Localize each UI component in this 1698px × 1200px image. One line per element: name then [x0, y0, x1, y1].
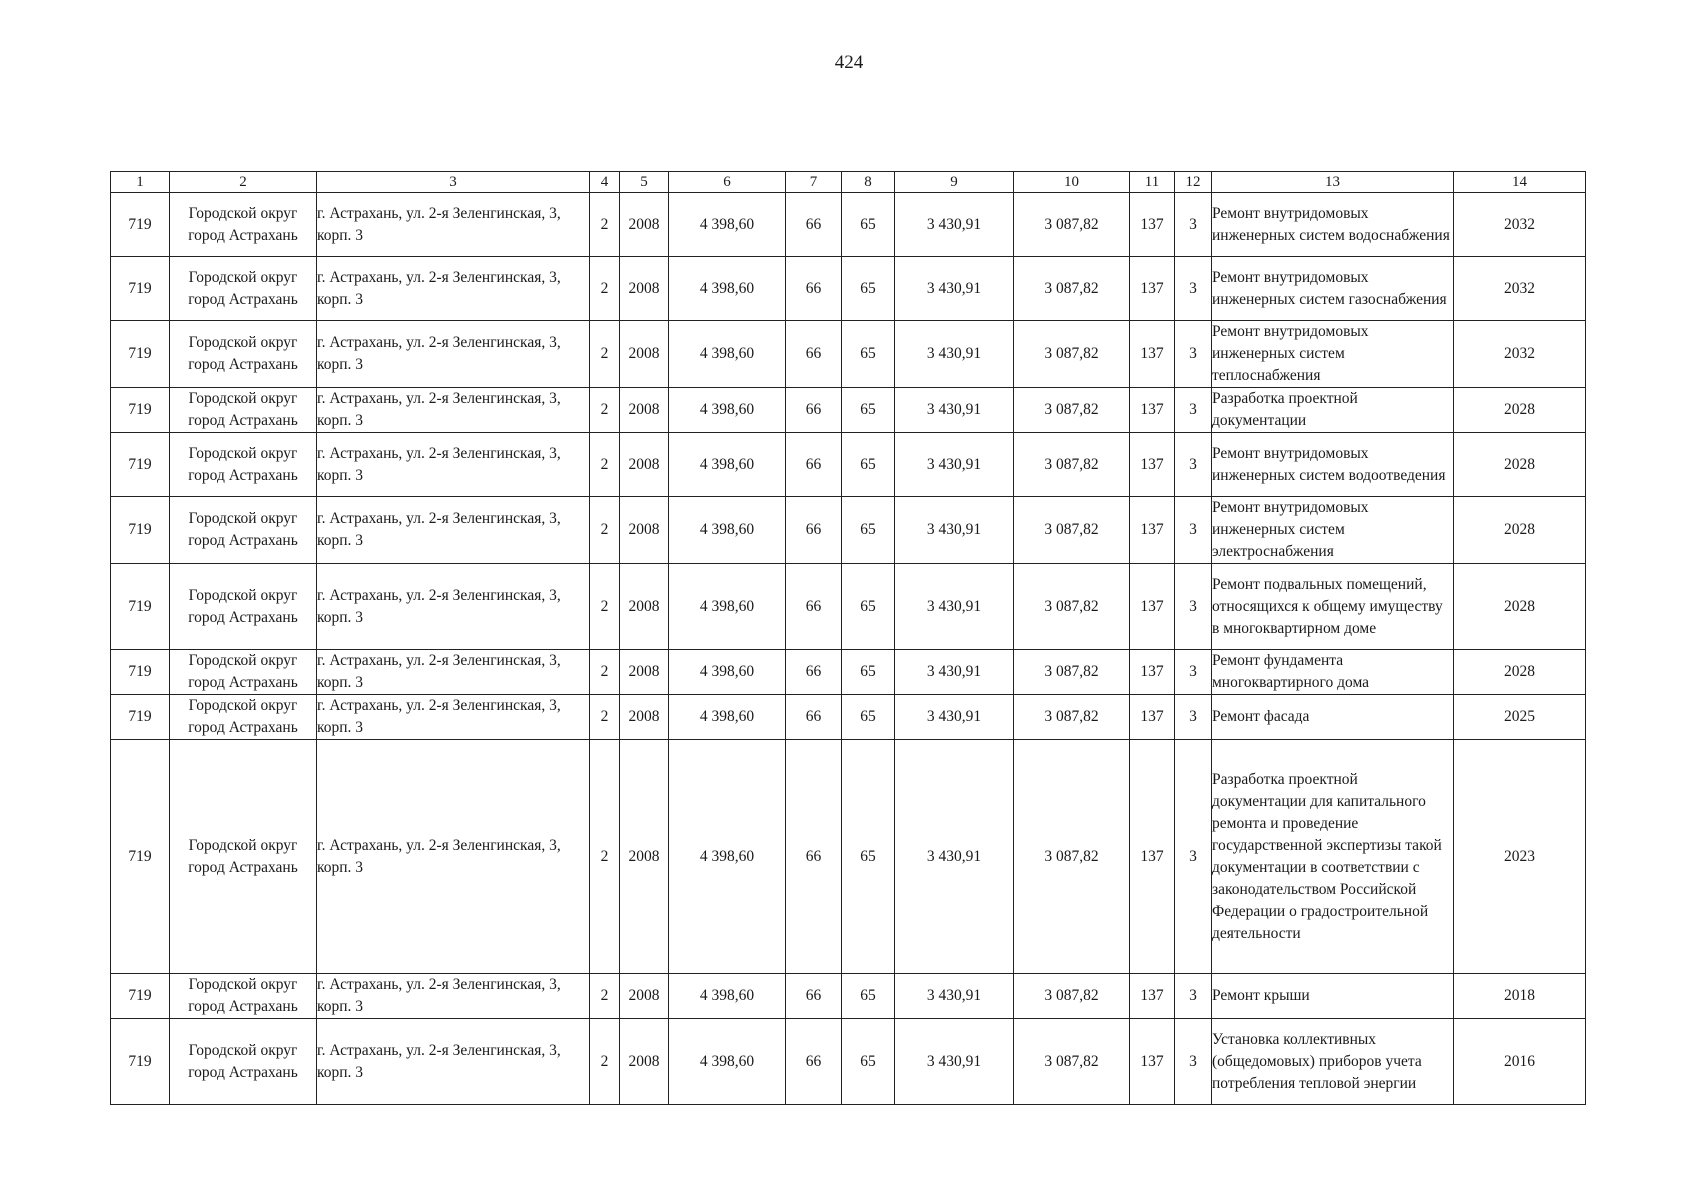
- cell-address: г. Астрахань, ул. 2-я Зеленгинская, 3, корп. 3: [317, 1019, 590, 1105]
- cell-col-8-value: 65: [842, 695, 895, 740]
- cell-municipality: Городской округ город Астрахань: [170, 695, 317, 740]
- cell-col-12-value: 3: [1175, 564, 1212, 650]
- cell-col-10-area: 3 087,82: [1014, 388, 1130, 433]
- cell-planned-year: 2028: [1454, 388, 1586, 433]
- cell-year-built: 2008: [620, 321, 669, 388]
- cell-work-type: Ремонт подвальных помещений, относящихся к общему имуществу в многоквартирном доме: [1212, 564, 1454, 650]
- cell-year-built: 2008: [620, 695, 669, 740]
- header-cell-11: 11: [1130, 172, 1175, 193]
- cell-row-number: 719: [111, 695, 170, 740]
- cell-floors: 2: [590, 388, 620, 433]
- cell-row-number: 719: [111, 388, 170, 433]
- cell-total-area: 4 398,60: [669, 650, 786, 695]
- table-row: [111, 1019, 1586, 1105]
- cell-year-built: 2008: [620, 650, 669, 695]
- cell-total-area: 4 398,60: [669, 1019, 786, 1105]
- cell-planned-year: 2028: [1454, 650, 1586, 695]
- cell-col-10-area: 3 087,82: [1014, 695, 1130, 740]
- cell-work-type: Разработка проектной документации для капитального ремонта и проведение государственной экспертизы такой документации в соответствии с законодательством Российской Федерации о градостроительной деятельности: [1212, 740, 1454, 974]
- header-cell-12: 12: [1175, 172, 1212, 193]
- cell-floors: 2: [590, 257, 620, 321]
- cell-col-7-value: 66: [786, 974, 842, 1019]
- cell-planned-year: 2032: [1454, 257, 1586, 321]
- cell-total-area: 4 398,60: [669, 388, 786, 433]
- cell-col-10-area: 3 087,82: [1014, 650, 1130, 695]
- cell-col-7-value: 66: [786, 695, 842, 740]
- cell-address: г. Астрахань, ул. 2-я Зеленгинская, 3, корп. 3: [317, 257, 590, 321]
- cell-residents: 137: [1130, 650, 1175, 695]
- cell-col-10-area: 3 087,82: [1014, 1019, 1130, 1105]
- cell-col-7-value: 66: [786, 497, 842, 564]
- cell-floors: 2: [590, 740, 620, 974]
- cell-address: г. Астрахань, ул. 2-я Зеленгинская, 3, корп. 3: [317, 740, 590, 974]
- cell-planned-year: 2025: [1454, 695, 1586, 740]
- cell-col-10-area: 3 087,82: [1014, 974, 1130, 1019]
- cell-year-built: 2008: [620, 1019, 669, 1105]
- table-row: [111, 974, 1586, 1019]
- cell-work-type: Ремонт крыши: [1212, 974, 1454, 1019]
- header-cell-14: 14: [1454, 172, 1586, 193]
- cell-total-area: 4 398,60: [669, 497, 786, 564]
- header-cell-8: 8: [842, 172, 895, 193]
- cell-floors: 2: [590, 1019, 620, 1105]
- cell-work-type: Ремонт фасада: [1212, 695, 1454, 740]
- cell-floors: 2: [590, 193, 620, 257]
- cell-work-type: Ремонт внутридомовых инженерных систем электроснабжения: [1212, 497, 1454, 564]
- cell-municipality: Городской округ город Астрахань: [170, 564, 317, 650]
- page-number: 424: [834, 52, 864, 73]
- header-row: [111, 172, 1586, 193]
- cell-total-area: 4 398,60: [669, 695, 786, 740]
- cell-residents: 137: [1130, 974, 1175, 1019]
- cell-work-type: Ремонт фундамента многоквартирного дома: [1212, 650, 1454, 695]
- cell-work-type: Разработка проектной документации: [1212, 388, 1454, 433]
- cell-col-9-area: 3 430,91: [895, 740, 1014, 974]
- cell-col-9-area: 3 430,91: [895, 564, 1014, 650]
- cell-col-12-value: 3: [1175, 974, 1212, 1019]
- cell-work-type: Установка коллективных (общедомовых) приборов учета потребления тепловой энергии: [1212, 1019, 1454, 1105]
- header-cell-7: 7: [786, 172, 842, 193]
- cell-row-number: 719: [111, 650, 170, 695]
- cell-total-area: 4 398,60: [669, 974, 786, 1019]
- cell-address: г. Астрахань, ул. 2-я Зеленгинская, 3, корп. 3: [317, 433, 590, 497]
- cell-col-8-value: 65: [842, 433, 895, 497]
- table-row: [111, 433, 1586, 497]
- cell-address: г. Астрахань, ул. 2-я Зеленгинская, 3, корп. 3: [317, 564, 590, 650]
- cell-col-12-value: 3: [1175, 433, 1212, 497]
- cell-col-10-area: 3 087,82: [1014, 433, 1130, 497]
- cell-planned-year: 2028: [1454, 564, 1586, 650]
- header-cell-13: 13: [1212, 172, 1454, 193]
- cell-col-7-value: 66: [786, 433, 842, 497]
- header-cell-4: 4: [590, 172, 620, 193]
- cell-planned-year: 2032: [1454, 321, 1586, 388]
- cell-work-type: Ремонт внутридомовых инженерных систем теплоснабжения: [1212, 321, 1454, 388]
- cell-residents: 137: [1130, 564, 1175, 650]
- table-row: [111, 388, 1586, 433]
- cell-col-8-value: 65: [842, 257, 895, 321]
- cell-col-8-value: 65: [842, 388, 895, 433]
- cell-col-12-value: 3: [1175, 1019, 1212, 1105]
- cell-col-10-area: 3 087,82: [1014, 193, 1130, 257]
- cell-address: г. Астрахань, ул. 2-я Зеленгинская, 3, корп. 3: [317, 695, 590, 740]
- cell-planned-year: 2023: [1454, 740, 1586, 974]
- cell-residents: 137: [1130, 321, 1175, 388]
- cell-col-8-value: 65: [842, 1019, 895, 1105]
- cell-col-9-area: 3 430,91: [895, 497, 1014, 564]
- cell-address: г. Астрахань, ул. 2-я Зеленгинская, 3, корп. 3: [317, 193, 590, 257]
- cell-residents: 137: [1130, 193, 1175, 257]
- table-row: [111, 650, 1586, 695]
- cell-row-number: 719: [111, 193, 170, 257]
- cell-municipality: Городской округ город Астрахань: [170, 193, 317, 257]
- cell-total-area: 4 398,60: [669, 740, 786, 974]
- cell-col-7-value: 66: [786, 650, 842, 695]
- repair-schedule-table: [110, 171, 1586, 1105]
- cell-row-number: 719: [111, 740, 170, 974]
- cell-municipality: Городской округ город Астрахань: [170, 650, 317, 695]
- cell-row-number: 719: [111, 1019, 170, 1105]
- cell-col-12-value: 3: [1175, 740, 1212, 974]
- cell-work-type: Ремонт внутридомовых инженерных систем водоотведения: [1212, 433, 1454, 497]
- cell-col-8-value: 65: [842, 564, 895, 650]
- cell-floors: 2: [590, 321, 620, 388]
- cell-col-10-area: 3 087,82: [1014, 321, 1130, 388]
- cell-col-9-area: 3 430,91: [895, 388, 1014, 433]
- cell-floors: 2: [590, 433, 620, 497]
- cell-col-12-value: 3: [1175, 388, 1212, 433]
- cell-col-8-value: 65: [842, 321, 895, 388]
- cell-residents: 137: [1130, 497, 1175, 564]
- table-row: [111, 695, 1586, 740]
- cell-col-9-area: 3 430,91: [895, 257, 1014, 321]
- cell-address: г. Астрахань, ул. 2-я Зеленгинская, 3, корп. 3: [317, 321, 590, 388]
- cell-planned-year: 2016: [1454, 1019, 1586, 1105]
- cell-address: г. Астрахань, ул. 2-я Зеленгинская, 3, корп. 3: [317, 388, 590, 433]
- table-body: [111, 193, 1586, 1105]
- cell-col-7-value: 66: [786, 257, 842, 321]
- cell-row-number: 719: [111, 564, 170, 650]
- cell-col-12-value: 3: [1175, 695, 1212, 740]
- cell-total-area: 4 398,60: [669, 193, 786, 257]
- cell-residents: 137: [1130, 433, 1175, 497]
- header-cell-2: 2: [170, 172, 317, 193]
- cell-floors: 2: [590, 974, 620, 1019]
- cell-col-10-area: 3 087,82: [1014, 740, 1130, 974]
- cell-year-built: 2008: [620, 257, 669, 321]
- cell-col-8-value: 65: [842, 740, 895, 974]
- table-row: [111, 321, 1586, 388]
- header-cell-6: 6: [669, 172, 786, 193]
- cell-municipality: Городской округ город Астрахань: [170, 740, 317, 974]
- cell-col-9-area: 3 430,91: [895, 974, 1014, 1019]
- cell-municipality: Городской округ город Астрахань: [170, 433, 317, 497]
- cell-row-number: 719: [111, 497, 170, 564]
- header-cell-10: 10: [1014, 172, 1130, 193]
- cell-address: г. Астрахань, ул. 2-я Зеленгинская, 3, корп. 3: [317, 497, 590, 564]
- cell-year-built: 2008: [620, 740, 669, 974]
- cell-municipality: Городской округ город Астрахань: [170, 497, 317, 564]
- cell-municipality: Городской округ город Астрахань: [170, 974, 317, 1019]
- cell-col-8-value: 65: [842, 974, 895, 1019]
- cell-floors: 2: [590, 497, 620, 564]
- table-row: [111, 740, 1586, 974]
- cell-residents: 137: [1130, 257, 1175, 321]
- cell-total-area: 4 398,60: [669, 564, 786, 650]
- cell-col-10-area: 3 087,82: [1014, 257, 1130, 321]
- cell-col-9-area: 3 430,91: [895, 695, 1014, 740]
- cell-row-number: 719: [111, 433, 170, 497]
- cell-row-number: 719: [111, 321, 170, 388]
- cell-municipality: Городской округ город Астрахань: [170, 388, 317, 433]
- cell-col-12-value: 3: [1175, 193, 1212, 257]
- cell-residents: 137: [1130, 388, 1175, 433]
- cell-residents: 137: [1130, 695, 1175, 740]
- cell-municipality: Городской округ город Астрахань: [170, 321, 317, 388]
- cell-col-8-value: 65: [842, 497, 895, 564]
- cell-col-9-area: 3 430,91: [895, 433, 1014, 497]
- cell-floors: 2: [590, 564, 620, 650]
- cell-total-area: 4 398,60: [669, 321, 786, 388]
- cell-col-7-value: 66: [786, 1019, 842, 1105]
- cell-col-9-area: 3 430,91: [895, 650, 1014, 695]
- cell-col-12-value: 3: [1175, 257, 1212, 321]
- header-cell-9: 9: [895, 172, 1014, 193]
- header-cell-3: 3: [317, 172, 590, 193]
- cell-col-10-area: 3 087,82: [1014, 564, 1130, 650]
- cell-residents: 137: [1130, 1019, 1175, 1105]
- cell-year-built: 2008: [620, 564, 669, 650]
- cell-total-area: 4 398,60: [669, 257, 786, 321]
- header-cell-5: 5: [620, 172, 669, 193]
- cell-municipality: Городской округ город Астрахань: [170, 1019, 317, 1105]
- table-row: [111, 257, 1586, 321]
- cell-col-7-value: 66: [786, 740, 842, 974]
- cell-col-8-value: 65: [842, 193, 895, 257]
- table-row: [111, 564, 1586, 650]
- cell-address: г. Астрахань, ул. 2-я Зеленгинская, 3, корп. 3: [317, 650, 590, 695]
- cell-year-built: 2008: [620, 433, 669, 497]
- cell-col-12-value: 3: [1175, 321, 1212, 388]
- cell-col-7-value: 66: [786, 321, 842, 388]
- cell-col-9-area: 3 430,91: [895, 321, 1014, 388]
- cell-col-12-value: 3: [1175, 497, 1212, 564]
- table-row: [111, 497, 1586, 564]
- cell-planned-year: 2028: [1454, 433, 1586, 497]
- cell-planned-year: 2018: [1454, 974, 1586, 1019]
- header-cell-1: 1: [111, 172, 170, 193]
- cell-col-9-area: 3 430,91: [895, 1019, 1014, 1105]
- cell-row-number: 719: [111, 257, 170, 321]
- table-row: [111, 193, 1586, 257]
- cell-year-built: 2008: [620, 193, 669, 257]
- cell-col-7-value: 66: [786, 193, 842, 257]
- cell-address: г. Астрахань, ул. 2-я Зеленгинская, 3, корп. 3: [317, 974, 590, 1019]
- cell-work-type: Ремонт внутридомовых инженерных систем газоснабжения: [1212, 257, 1454, 321]
- cell-work-type: Ремонт внутридомовых инженерных систем водоснабжения: [1212, 193, 1454, 257]
- cell-municipality: Городской округ город Астрахань: [170, 257, 317, 321]
- cell-year-built: 2008: [620, 974, 669, 1019]
- cell-total-area: 4 398,60: [669, 433, 786, 497]
- cell-row-number: 719: [111, 974, 170, 1019]
- cell-col-7-value: 66: [786, 564, 842, 650]
- cell-residents: 137: [1130, 740, 1175, 974]
- cell-floors: 2: [590, 695, 620, 740]
- cell-col-10-area: 3 087,82: [1014, 497, 1130, 564]
- cell-col-7-value: 66: [786, 388, 842, 433]
- cell-planned-year: 2028: [1454, 497, 1586, 564]
- cell-col-12-value: 3: [1175, 650, 1212, 695]
- cell-col-8-value: 65: [842, 650, 895, 695]
- cell-year-built: 2008: [620, 497, 669, 564]
- cell-planned-year: 2032: [1454, 193, 1586, 257]
- cell-year-built: 2008: [620, 388, 669, 433]
- cell-col-9-area: 3 430,91: [895, 193, 1014, 257]
- cell-floors: 2: [590, 650, 620, 695]
